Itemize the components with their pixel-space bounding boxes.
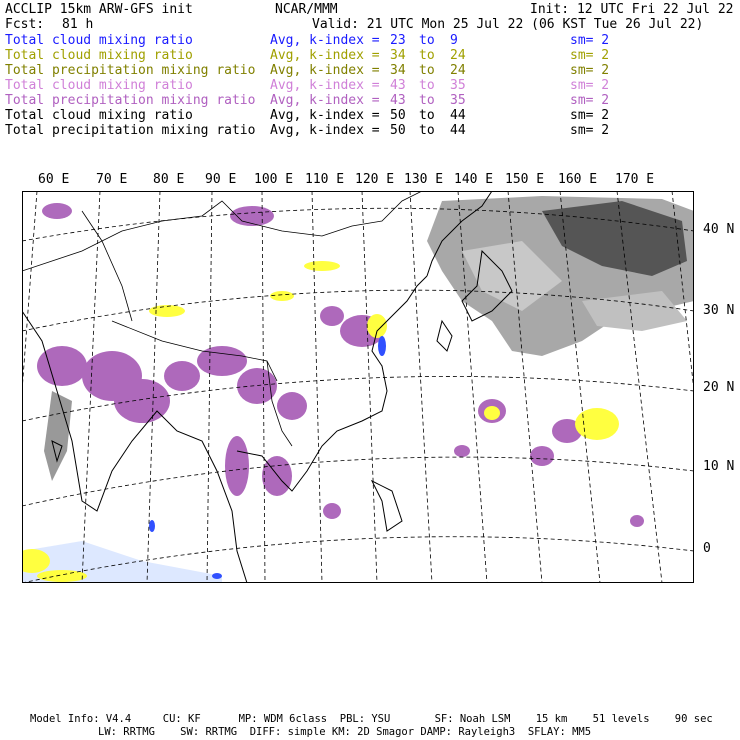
to-label: to: [419, 108, 435, 123]
k-index-start: 50: [390, 123, 406, 138]
smoothing-label: sm= 2: [570, 48, 610, 63]
k-index-start: 50: [390, 108, 406, 123]
smoothing-label: sm= 2: [570, 108, 610, 123]
fcst-value: 81 h: [62, 17, 94, 32]
smoothing-label: sm= 2: [570, 33, 610, 48]
to-label: to: [419, 63, 435, 78]
k-index-end: 35: [450, 93, 466, 108]
k-index-end: 35: [450, 78, 466, 93]
model-title: ACCLIP 15km ARW-GFS init: [5, 2, 193, 17]
k-index-end: 24: [450, 63, 466, 78]
k-index-start: 34: [390, 48, 406, 63]
smoothing-label: sm= 2: [570, 123, 610, 138]
to-label: to: [419, 33, 435, 48]
lon-label: 100 E: [254, 172, 294, 187]
avg-label: Avg, k-index =: [270, 108, 380, 123]
k-index-end: 24: [450, 48, 466, 63]
avg-label: Avg, k-index =: [270, 93, 380, 108]
avg-label: Avg, k-index =: [270, 78, 380, 93]
lon-label: 60 E: [38, 172, 70, 187]
model-info-line2: LW: RRTMG SW: RRTMG DIFF: simple KM: 2D Smagor DAMP: Rayleigh3 SFLAY: MM5: [98, 726, 592, 738]
lat-label: 30 N: [703, 303, 735, 318]
lon-label: 70 E: [96, 172, 128, 187]
lon-label: 90 E: [205, 172, 237, 187]
lon-label: 150 E: [505, 172, 545, 187]
field-name: Total precipitation mixing ratio: [5, 93, 256, 108]
model-info-line1: Model Info: V4.4 CU: KF MP: WDM 6class PBL: YSU SF: Noah LSM 15 km 51 levels 90 sec: [30, 713, 713, 725]
field-name: Total precipitation mixing ratio: [5, 123, 256, 138]
to-label: to: [419, 123, 435, 138]
k-index-start: 23: [390, 33, 406, 48]
lon-label: 130 E: [404, 172, 444, 187]
field-name: Total cloud mixing ratio: [5, 48, 193, 63]
avg-label: Avg, k-index =: [270, 33, 380, 48]
lon-label: 120 E: [355, 172, 395, 187]
k-index-start: 34: [390, 63, 406, 78]
to-label: to: [419, 48, 435, 63]
field-name: Total precipitation mixing ratio: [5, 63, 256, 78]
k-index-end: 44: [450, 108, 466, 123]
lon-label: 110 E: [305, 172, 345, 187]
init-time: Init: 12 UTC Fri 22 Jul 22: [530, 2, 734, 17]
field-name: Total cloud mixing ratio: [5, 78, 193, 93]
k-index-start: 43: [390, 93, 406, 108]
valid-time: Valid: 21 UTC Mon 25 Jul 22 (06 KST Tue 26 Jul 22): [312, 17, 704, 32]
smoothing-label: sm= 2: [570, 63, 610, 78]
field-name: Total cloud mixing ratio: [5, 33, 193, 48]
avg-label: Avg, k-index =: [270, 48, 380, 63]
org-label: NCAR/MMM: [275, 2, 338, 17]
lon-label: 160 E: [558, 172, 598, 187]
field-name: Total cloud mixing ratio: [5, 108, 193, 123]
smoothing-label: sm= 2: [570, 93, 610, 108]
k-index-end: 44: [450, 123, 466, 138]
smoothing-label: sm= 2: [570, 78, 610, 93]
lon-label: 170 E: [615, 172, 655, 187]
avg-label: Avg, k-index =: [270, 63, 380, 78]
k-index-start: 43: [390, 78, 406, 93]
avg-label: Avg, k-index =: [270, 123, 380, 138]
k-index-end: 9: [450, 33, 458, 48]
lon-label: 140 E: [454, 172, 494, 187]
lat-label: 0: [703, 541, 711, 556]
lat-label: 40 N: [703, 222, 735, 237]
to-label: to: [419, 78, 435, 93]
lat-label: 20 N: [703, 380, 735, 395]
weather-map: [22, 191, 694, 583]
lat-label: 10 N: [703, 459, 735, 474]
lon-label: 80 E: [153, 172, 185, 187]
to-label: to: [419, 93, 435, 108]
fcst-label: Fcst:: [5, 17, 45, 32]
